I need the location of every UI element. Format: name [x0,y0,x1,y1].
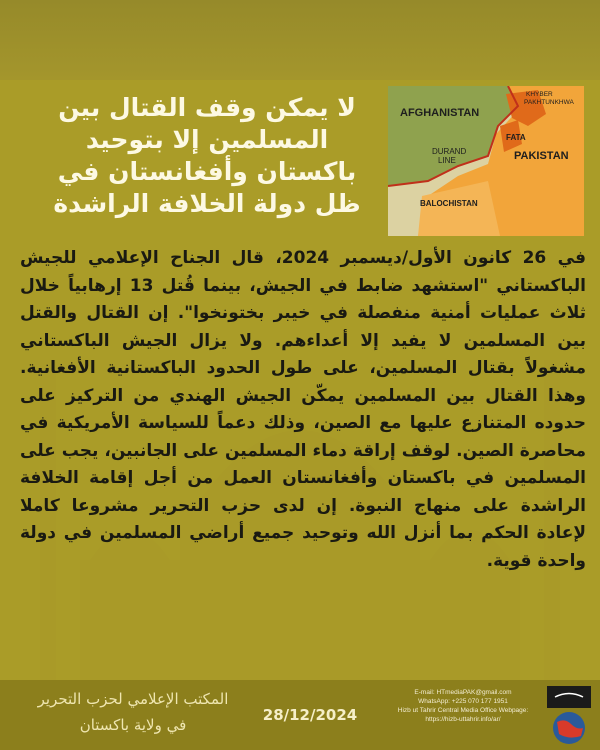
signature-line-2: في ولاية باكستان [79,716,187,734]
contact-email[interactable]: E-mail: HTmediaPAK@gmail.com [414,689,512,696]
signature [18,686,248,738]
contact-webpage-url[interactable]: https://hizb-uttahrir.info/ar/ [425,716,501,723]
map-label-balochistan: BALOCHISTAN [420,199,478,208]
publish-date: 28/12/2024 [262,706,358,724]
headline: لا يمكن وقف القتال بين المسلمين إلا بتوحيد باكستان وأفغانستان في ظل دولة الخلافة الراشدة [53,93,361,218]
signature-line-1: المكتب الإعلامي لحزب التحرير [37,690,229,708]
top-banner [0,0,600,80]
map-label-kp-line1: KHYBER [526,91,553,98]
contact-info [388,688,538,724]
map-label-kp-line2: PAKHTUNKHWA [524,99,574,106]
map-label-pakistan: PAKISTAN [514,150,569,162]
article-body: في 26 كانون الأول/ديسمبر 2024، قال الجناح الإعلامي للجيش الباكستاني "استشهد ضابط في الجيش، بينما قُتل 13 إرهابياً خلال ثلاث عمليات أمنية منفصلة في خيبر بختونخوا". إن القتال والقتل بين المسلمين لا يفيد إلا أعداءهم. ولا يزال الجيش الباكستاني مشغولاً بقتال المسلمين، على طول الحدود الباكستانية الأفغانية. وهذا القتال بين المسلمين يمكّن الجيش الهندي من التركيز على حدوده المتنازع عليها مع الصين، وذلك دعماً للسياسة الأمريكية في محاصرة الصين. لوقف إراقة دماء المسلمين على الجانبين، يجب على المسلمين في باكستان وأفغانستان العمل من أجل إقامة الخلافة الراشدة على منهاج النبوة. إن لدى حزب التحرير مشروعا كاملا لإعادة الحكم بما أنزل الله وتوحيد جميع أراضي المسلمين في دولة واحدة قوية. [20,248,586,571]
map-label-afghanistan: AFGHANISTAN [400,107,480,119]
contact-webpage-label: Hizb ut Tahrir Central Media Office Webpage: [397,707,529,714]
map-label-fata: FATA [506,133,526,142]
map-label-durand-line1: DURAND [432,147,467,156]
map-label-durand-line2: LINE [438,156,456,165]
logo-black-banner [547,686,591,708]
map-afghanistan-pakistan [388,86,584,236]
contact-whatsapp: WhatsApp: +225 070 177 1951 [418,698,508,705]
hizb-ut-tahrir-logo [545,684,593,746]
